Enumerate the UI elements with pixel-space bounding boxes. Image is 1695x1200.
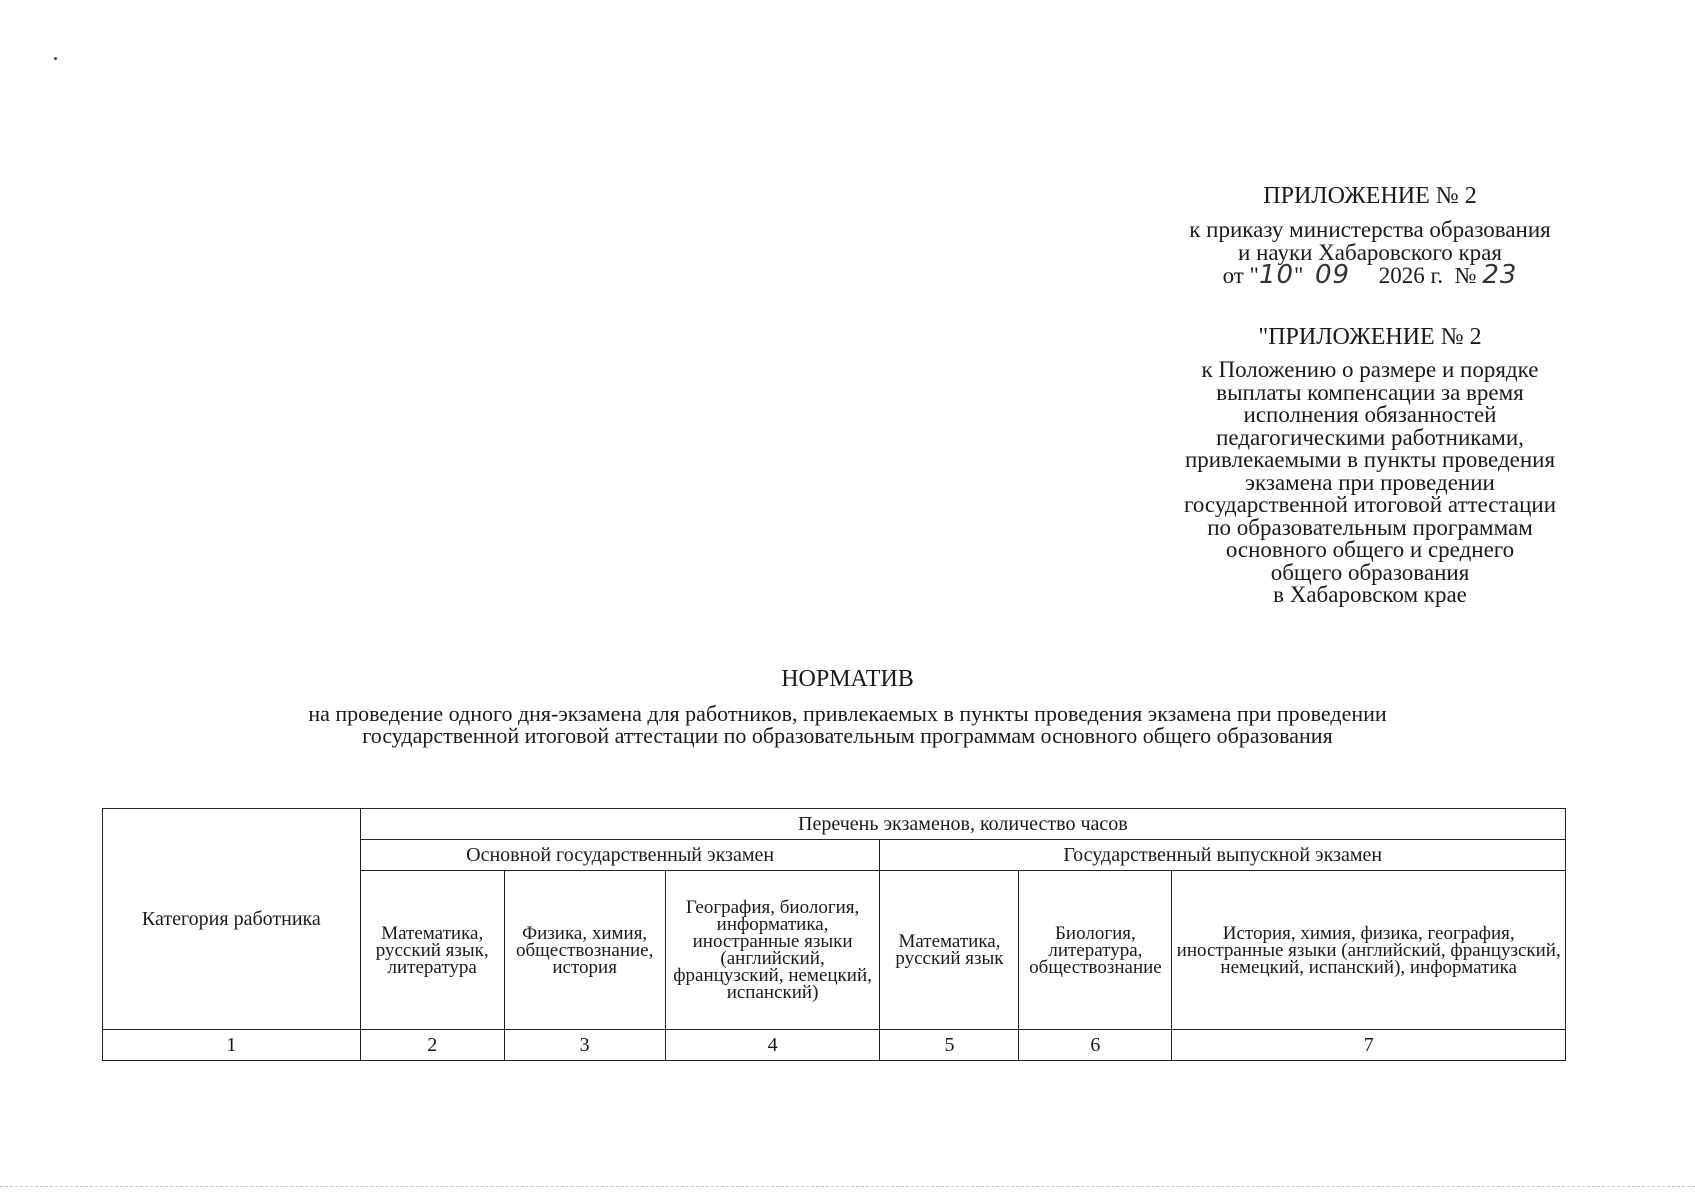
document-title: НОРМАТИВ: [781, 666, 914, 692]
quoted-line: основного общего и среднего: [1225, 537, 1515, 562]
date-prefix: от ": [1222, 263, 1259, 288]
column-header: Биология, литература, обществознание: [1019, 871, 1172, 1030]
quoted-line: по образовательным программам: [1207, 514, 1533, 540]
column-number-row: [103, 1030, 1566, 1061]
table-header-row: [103, 809, 1566, 840]
quoted-appendix-header: [1130, 326, 1610, 607]
number-prefix: №: [1454, 263, 1477, 288]
quoted-appendix-title: "ПРИЛОЖЕНИЕ № 2: [1258, 324, 1482, 350]
quoted-line: к Положению о размере и порядке: [1201, 357, 1539, 382]
quoted-appendix-body: [1130, 359, 1610, 607]
category-header: Категория работника: [103, 809, 361, 1030]
column-number: 3: [504, 1030, 665, 1061]
quoted-line: общего образования: [1270, 559, 1470, 585]
quoted-line: в Хабаровском крае: [1273, 582, 1467, 607]
document-subtitle: [150, 703, 1545, 747]
handwritten-number: 23: [1482, 260, 1518, 290]
scan-speck: [54, 57, 57, 60]
norm-table: [102, 808, 1566, 1061]
column-number: 2: [360, 1030, 504, 1061]
date-year: 2026 г.: [1378, 263, 1444, 288]
column-number: 5: [880, 1030, 1019, 1061]
subtitle-line-1: на проведение одного дня-экзамена для работников, привлекаемых в пункты проведения экзамена при проведении: [308, 701, 1387, 726]
appendix-header: [1130, 183, 1610, 290]
handwritten-day: 10: [1258, 260, 1295, 290]
handwritten-month: 09: [1314, 260, 1351, 290]
quoted-line: исполнения обязанностей: [1243, 402, 1497, 427]
date-quote: ": [1294, 263, 1304, 288]
gve-header: Государственный выпускной экзамен: [880, 840, 1566, 871]
quoted-line: педагогическими работниками,: [1216, 424, 1524, 450]
quoted-line: привлекаемыми в пункты проведения: [1184, 447, 1556, 472]
column-number: 7: [1172, 1030, 1566, 1061]
appendix-line-1: к приказу министерства образования: [1189, 217, 1551, 242]
quoted-line: выплаты компенсации за время: [1216, 379, 1524, 405]
appendix-date-line: [1130, 260, 1610, 290]
appendix-line-2: и науки Хабаровского края: [1238, 240, 1502, 265]
column-number: 6: [1019, 1030, 1172, 1061]
column-header: Физика, химия, обществознание, история: [504, 871, 665, 1030]
column-number: 4: [665, 1030, 880, 1061]
subtitle-line-2: государственной итоговой аттестации по образовательным программам основного общего образования: [362, 723, 1333, 748]
column-header: Математика, русский язык: [880, 871, 1019, 1030]
column-header: Математика, русский язык, литература: [360, 871, 504, 1030]
column-number: 1: [103, 1030, 361, 1061]
quoted-line: экзамена при проведении: [1245, 469, 1495, 495]
column-header: История, химия, физика, география, иностранные языки (английский, французский, немецкий, испанский), информатика: [1172, 871, 1566, 1030]
column-header: География, биология, информатика, иностранные языки (английский, французский, немецкий, испанский): [665, 871, 880, 1030]
oge-header: Основной государственный экзамен: [360, 840, 880, 871]
quoted-line: государственной итоговой аттестации: [1183, 492, 1557, 517]
exam-list-header: Перечень экзаменов, количество часов: [360, 809, 1565, 840]
appendix-title: ПРИЛОЖЕНИЕ № 2: [1263, 183, 1477, 209]
scan-edge-line: [0, 1186, 1695, 1187]
